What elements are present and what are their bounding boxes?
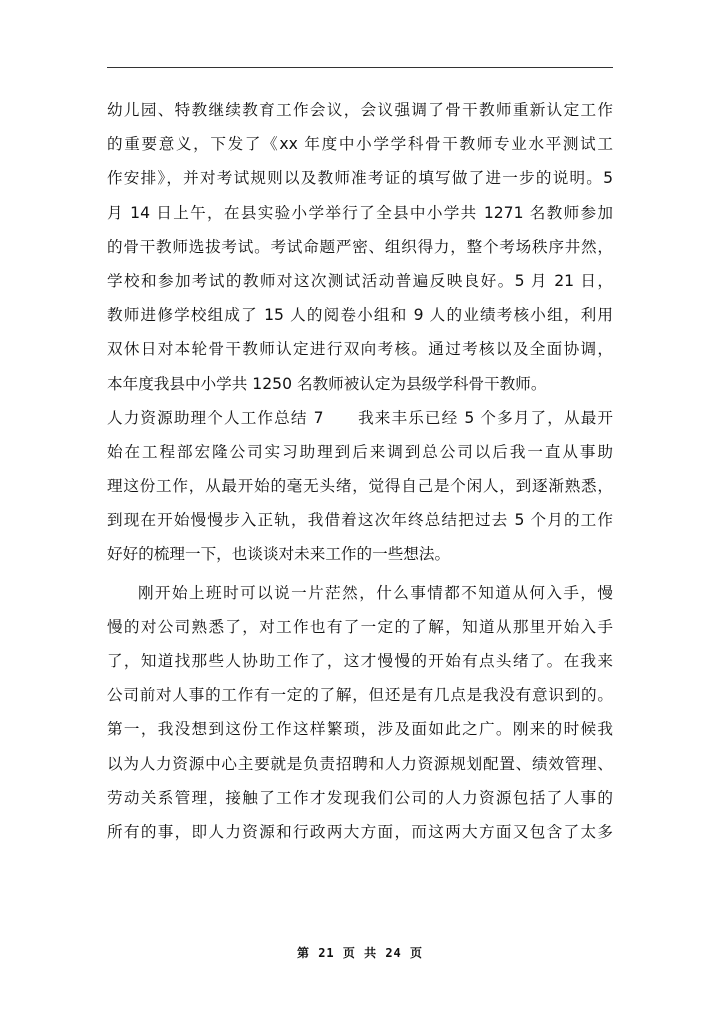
page-number: 第 21 页 共 24 页 xyxy=(296,946,424,960)
text-line: 作安排》，并对考试规则以及教师准考证的填写做了进一步的说明。5 xyxy=(107,169,613,188)
text-line: 到现在开始慢慢步入正轨，我借着这次年终总结把过去 5 个月的工作 xyxy=(107,511,613,530)
text-line: 好好的梳理一下，也谈谈对未来工作的一些想法。 xyxy=(107,545,451,564)
text-line: 月 14 日上午，在县实验小学举行了全县中小学共 1271 名教师参加 xyxy=(107,203,613,222)
text-line: 刚开始上班时可以说一片茫然，什么事情都不知道从何入手，慢 xyxy=(138,583,613,602)
paragraph-2 xyxy=(107,576,613,850)
paragraph-1 xyxy=(107,93,613,572)
text-line: 始在工程部宏隆公司实习助理到后来调到总公司以后我一直从事助 xyxy=(107,442,613,461)
text-line: 了，知道找那些人协助工作了，这才慢慢的开始有点头绪了。在我来 xyxy=(107,652,613,670)
text-line: 本年度我县中小学共 1250 名教师被认定为县级学科骨干教师。 xyxy=(107,374,547,393)
text-line: 教师进修学校组成了 15 人的阅卷小组和 9 人的业绩考核小组，利用 xyxy=(107,306,613,325)
text-line: 劳动关系管理，接触了工作才发现我们公司的人力资源包括了人事的 xyxy=(107,788,613,807)
text-line: 所有的事，即人力资源和行政两大方面，而这两大方面又包含了太多 xyxy=(107,822,613,841)
text-line: 幼儿园、特教继续教育工作会议，会议强调了骨干教师重新认定工作 xyxy=(107,101,613,119)
text-line: 的重要意义，下发了《xx 年度中小学学科骨干教师专业水平测试工 xyxy=(107,135,613,154)
text-line: 第一，我没想到这份工作这样繁琐，涉及面如此之广。刚来的时候我 xyxy=(107,720,613,739)
text-line: 理这份工作，从最开始的毫无头绪，觉得自己是个闲人，到逐渐熟悉， xyxy=(107,477,613,496)
text-line: 以为人力资源中心主要就是负责招聘和人力资源规划配置、绩效管理、 xyxy=(107,754,613,773)
document-body xyxy=(107,93,613,849)
text-line: 人力资源助理个人工作总结 7 我来丰乐已经 5 个多月了，从最开 xyxy=(107,408,613,427)
text-line: 的骨干教师选拔考试。考试命题严密、组织得力，整个考场秩序井然， xyxy=(107,237,613,256)
text-line: 公司前对人事的工作有一定的了解，但还是有几点是我没有意识到的。 xyxy=(107,686,613,705)
text-line: 双休日对本轮骨干教师认定进行双向考核。通过考核以及全面协调， xyxy=(107,340,613,359)
text-line: 学校和参加考试的教师对这次测试活动普遍反映良好。5 月 21 日， xyxy=(107,271,613,290)
text-line: 慢的对公司熟悉了，对工作也有了一定的了解，知道从那里开始入手 xyxy=(107,617,613,636)
header-rule xyxy=(107,67,613,68)
